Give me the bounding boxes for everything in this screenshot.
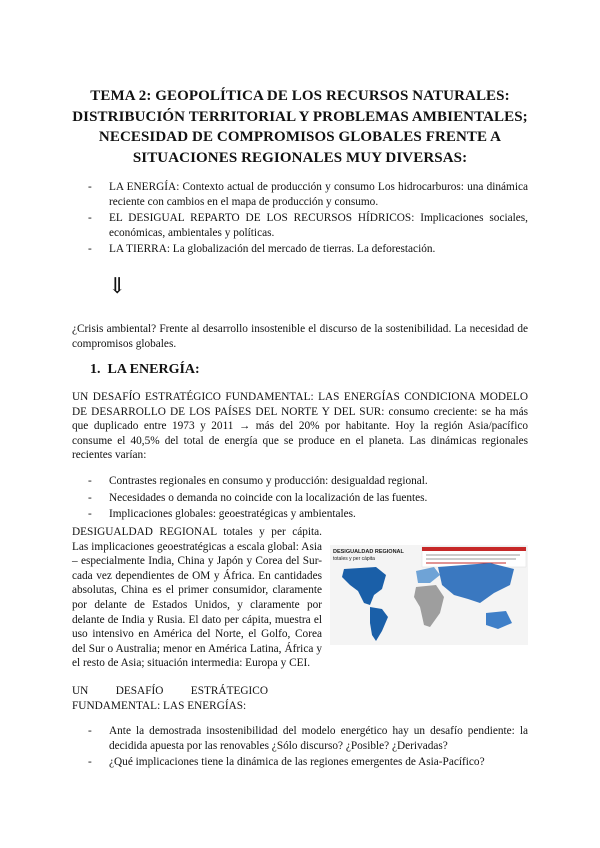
inequality-section [72,525,528,671]
page-title: TEMA 2: GEOPOLÍTICA DE LOS RECURSOS NATURALES: DISTRIBUCIÓN TERRITORIAL Y PROBLEMAS AMBIENTALES; NECESIDAD DE COMPROMISOS GLOBALES FRENTE A SITUACIONES REGIONALES MUY DIVERSAS: [72,88,528,166]
questions-list [88,724,528,772]
energy-intro-paragraph: UN DESAFÍO ESTRATÉGICO FUNDAMENTAL: LAS ENERGÍAS CONDICIONA MODELO DE DESARROLLO DE LOS PAÍSES DEL NORTE Y DEL SUR: consumo creciente: se ha más que duplicado entre 1973 y 2011 → más del 20% por habitante. Hoy la región Asia/pacífico consume el 40,5% del total de energía que se produce en el planeta. Las dinámicas regionales recientes varían: [72,391,528,461]
list-item: - Implicaciones globales: geoestratégicas y ambientales. [88,508,356,520]
crisis-paragraph: ¿Crisis ambiental? Frente al desarrollo insostenible el discurso de la sostenibilidad. La necesidad de compromisos globales. [72,323,528,350]
list-item: - LA TIERRA: La globalización del mercado de tierras. La deforestación. [88,243,436,255]
list-item: - Ante la demostrada insostenibilidad del modelo energético hay un desafío pendiente: la decidida apuesta por las renovables ¿Sólo discurso? ¿Posible? ¿Derivadas? [88,725,528,752]
dynamics-list [88,474,528,524]
list-item: - Necesidades o demanda no coincide con la localización de las fuentes. [88,491,428,504]
list-item: - LA ENERGÍA: Contexto actual de producción y consumo Los hidrocarburos: una dinámica reciente con cambios en el mapa de producción y consumo. [88,181,528,208]
inequality-paragraph: DESIGUALDAD REGIONAL totales y per cápita. Las implicaciones geoestratégicas a escala global: Asia – especialmente India, China y Japón y Corea del Sur- cada vez dependientes de OM y África. En cantidades absolutas, China es el primer consumidor, claramente por delante de Estados Unidos, y claramente por delante de India y Rusia. El dato per cápita, muestra el uso intensivo en América del Norte, el Golfo, Corea del Sur o Australia; menor en América Latina, África y el resto de Asia; situación intermedia: Europa y CEI. [72,526,322,670]
world-map-figure [330,545,528,645]
map-header-bar [422,547,526,551]
energy-inequality-map [330,545,528,645]
topics-list [88,180,528,259]
list-item: - EL DESIGUAL REPARTO DE LOS RECURSOS HÍDRICOS: Implicaciones sociales, económicas, ambientales y políticas. [88,212,528,239]
map-subtitle: totales y per cápita [333,556,375,562]
challenge-heading: UN DESAFÍO ESTRÁTEGICO FUNDAMENTAL: LAS ENERGÍAS: [72,685,268,712]
list-item: - ¿Qué implicaciones tiene la dinámica de las regiones emergentes de Asia-Pacífico? [88,756,485,768]
map-title: DESIGUALDAD REGIONAL [333,549,404,555]
section-heading-energy: 1. LA ENERGÍA: [90,362,200,377]
down-arrow-icon: ⇓ [108,273,127,298]
list-item: - Contrastes regionales en consumo y producción: desigualdad regional. [88,475,428,487]
